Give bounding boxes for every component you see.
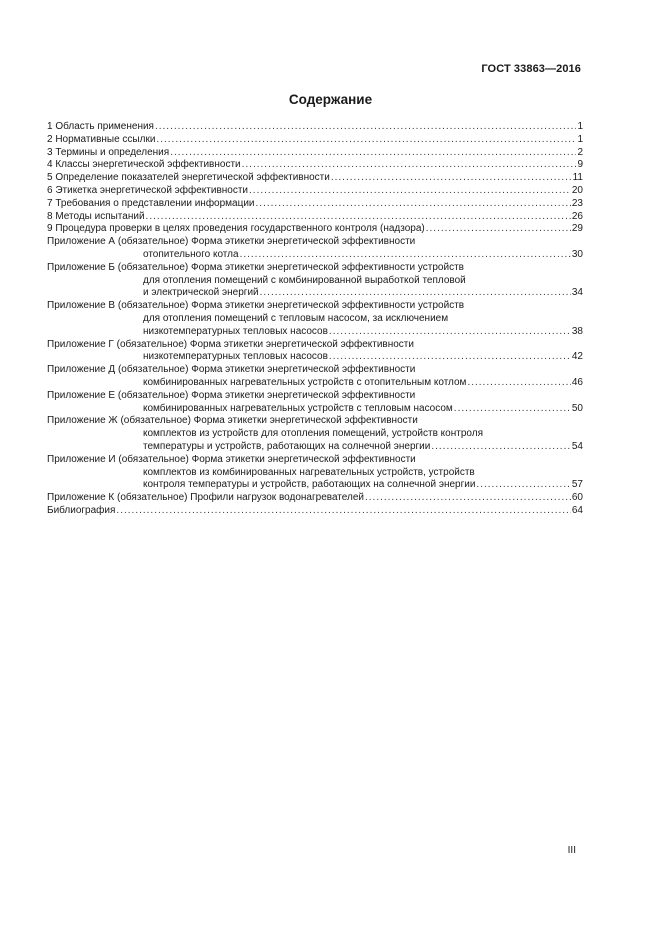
dot-leader <box>116 505 570 518</box>
toc-entry-continuation <box>47 351 583 364</box>
toc-entry-title: контроля температуры и устройств, работающих на солнечной энергии <box>143 479 476 491</box>
toc-entry-line <box>47 236 583 249</box>
standard-code: ГОСТ 33863—2016 <box>481 63 581 75</box>
dot-leader <box>329 351 571 364</box>
toc-entry-line <box>47 300 583 313</box>
toc-entry-title: комплектов из комбинированных нагревательных устройств, устройств <box>143 466 475 478</box>
toc-entry-continuation <box>47 287 583 300</box>
toc-entry-line <box>47 172 583 185</box>
toc-entry[interactable] <box>47 198 583 211</box>
toc-entry-title: 1 Область применения <box>47 121 154 132</box>
toc-entry-continuation <box>47 479 583 492</box>
toc-entry-title: Приложение Е (обязательное) Форма этикетки энергетической эффективности <box>47 389 416 401</box>
toc-entry-continuation <box>47 403 583 416</box>
toc-entry-line <box>47 159 583 172</box>
toc-entry-line <box>47 505 583 518</box>
toc-entry-title: 4 Классы энергетической эффективности <box>47 159 241 171</box>
toc-page-number: 30 <box>571 248 583 260</box>
toc-page-number: 34 <box>571 287 583 299</box>
toc-entry-continuation <box>47 441 583 454</box>
toc-entry[interactable] <box>47 185 583 198</box>
dot-leader <box>431 441 571 454</box>
toc-entry-title: Приложение И (обязательное) Форма этикетки энергетической эффективности <box>47 453 416 465</box>
dot-leader <box>260 287 571 300</box>
dot-leader <box>331 172 572 185</box>
toc-page-number: 9 <box>577 159 583 171</box>
toc-page-number: 2 <box>577 146 583 158</box>
toc-entry-title: 3 Термины и определения <box>47 146 170 158</box>
toc-page-number: 26 <box>571 210 583 222</box>
toc-entry-line <box>47 454 583 467</box>
toc-entry-line <box>47 134 583 147</box>
dot-leader <box>146 211 571 224</box>
toc-entry-continuation <box>47 428 583 441</box>
toc-entry-title: 9 Процедура проверки в целях проведения государственного контроля (надзора) <box>47 223 425 235</box>
toc-entry-line <box>47 223 583 236</box>
toc-page-number: 1 <box>577 133 583 145</box>
toc-entry-title: 6 Этикетка энергетической эффективности <box>47 184 249 196</box>
toc-entry-title: для отопления помещений с тепловым насосом, за исключением <box>143 312 449 324</box>
toc-entry-line <box>47 390 583 403</box>
toc-entry-line <box>47 364 583 377</box>
dot-leader <box>467 377 570 390</box>
toc-entry[interactable] <box>47 300 583 338</box>
toc-page-number: 60 <box>571 492 583 504</box>
toc-entry-continuation <box>47 313 583 326</box>
toc-entry-continuation <box>47 467 583 480</box>
dot-leader <box>249 185 571 198</box>
toc-entry[interactable] <box>47 505 583 518</box>
toc-entry-title: низкотемпературных тепловых насосов <box>143 351 328 363</box>
toc-entry[interactable] <box>47 211 583 224</box>
toc-page-number: 46 <box>571 376 583 388</box>
table-of-contents <box>47 121 583 518</box>
toc-entry-line <box>47 121 583 134</box>
toc-entry-title: 5 Определение показателей энергетической эффективности <box>47 172 330 184</box>
toc-entry-line <box>47 339 583 352</box>
toc-entry-continuation <box>47 275 583 288</box>
toc-entry-title: и электрической энергий <box>143 287 259 299</box>
toc-entry-title: температуры и устройств, работающих на солнечной энергии <box>143 440 431 452</box>
toc-entry[interactable] <box>47 223 583 236</box>
toc-entry-title: Приложение Б (обязательное) Форма этикетки энергетической эффективности устройств <box>47 261 464 273</box>
toc-entry-title: низкотемпературных тепловых насосов <box>143 325 328 337</box>
toc-page-number: 54 <box>571 440 583 452</box>
toc-entry[interactable] <box>47 454 583 492</box>
toc-entry-title: Приложение К (обязательное) Профили нагрузок водонагревателей <box>47 492 364 504</box>
toc-entry[interactable] <box>47 147 583 160</box>
toc-entry-continuation <box>47 249 583 262</box>
toc-page-number: 20 <box>571 184 583 196</box>
toc-entry-title: комбинированных нагревательных устройств с тепловым насосом <box>143 402 453 414</box>
toc-entry-line <box>47 198 583 211</box>
dot-leader <box>476 479 570 492</box>
toc-entry-title: отопительного котла <box>143 248 239 260</box>
dot-leader <box>329 326 571 339</box>
toc-entry-title: комплектов из устройств для отопления помещений, устройств контроля <box>143 428 483 440</box>
toc-entry-continuation <box>47 377 583 390</box>
toc-entry[interactable] <box>47 390 583 416</box>
toc-entry-title: 2 Нормативные ссылки <box>47 133 156 145</box>
toc-page-number: 64 <box>571 504 583 516</box>
toc-entry-title: Библиография <box>47 504 116 516</box>
toc-entry[interactable] <box>47 262 583 300</box>
toc-entry-title: 8 Методы испытаний <box>47 210 145 222</box>
toc-entry-line <box>47 147 583 160</box>
toc-page-number: 57 <box>571 479 583 491</box>
toc-entry-title: Приложение А (обязательное) Форма этикетки энергетической эффективности <box>47 236 416 248</box>
dot-leader <box>242 159 577 172</box>
toc-page-number: 38 <box>571 325 583 337</box>
dot-leader <box>256 198 571 211</box>
toc-entry[interactable] <box>47 236 583 262</box>
toc-entry-title: Приложение Д (обязательное) Форма этикетки энергетической эффективности <box>47 364 416 376</box>
toc-page-number: 11 <box>572 172 583 184</box>
toc-entry[interactable] <box>47 172 583 185</box>
toc-entry[interactable] <box>47 364 583 390</box>
toc-entry-continuation <box>47 326 583 339</box>
toc-entry[interactable] <box>47 159 583 172</box>
toc-entry-title: Приложение Ж (обязательное) Форма этикетки энергетической эффективности <box>47 415 418 427</box>
toc-entry-line <box>47 185 583 198</box>
toc-page-number: 1 <box>577 121 583 132</box>
toc-entry-title: 7 Требования о представлении информации <box>47 197 255 209</box>
toc-entry[interactable] <box>47 121 583 134</box>
dot-leader <box>426 223 571 236</box>
toc-entry[interactable] <box>47 415 583 453</box>
toc-entry-line <box>47 211 583 224</box>
toc-entry-title: для отопления помещений с комбинированной выработкой тепловой <box>143 274 466 286</box>
toc-title: Содержание <box>288 92 373 107</box>
dot-leader <box>170 147 576 160</box>
dot-leader <box>240 249 571 262</box>
toc-page-number: 42 <box>571 351 583 363</box>
toc-entry-line <box>47 262 583 275</box>
toc-page-number: 23 <box>571 197 583 209</box>
toc-entry-line <box>47 492 583 505</box>
page-number: III <box>567 845 576 856</box>
toc-entry-title: Приложение Г (обязательное) Форма этикетки энергетической эффективности <box>47 338 414 350</box>
toc-entry[interactable] <box>47 492 583 505</box>
dot-leader <box>454 403 571 416</box>
toc-entry[interactable] <box>47 339 583 365</box>
toc-entry-title: Приложение В (обязательное) Форма этикетки энергетической эффективности устройств <box>47 300 465 312</box>
toc-entry-line <box>47 415 583 428</box>
toc-page-number: 29 <box>571 223 583 235</box>
toc-entry-title: комбинированных нагревательных устройств с отопительным котлом <box>143 376 467 388</box>
dot-leader <box>365 492 571 505</box>
toc-entry[interactable] <box>47 134 583 147</box>
toc-page-number: 50 <box>571 402 583 414</box>
dot-leader <box>156 134 576 147</box>
dot-leader <box>155 121 576 134</box>
